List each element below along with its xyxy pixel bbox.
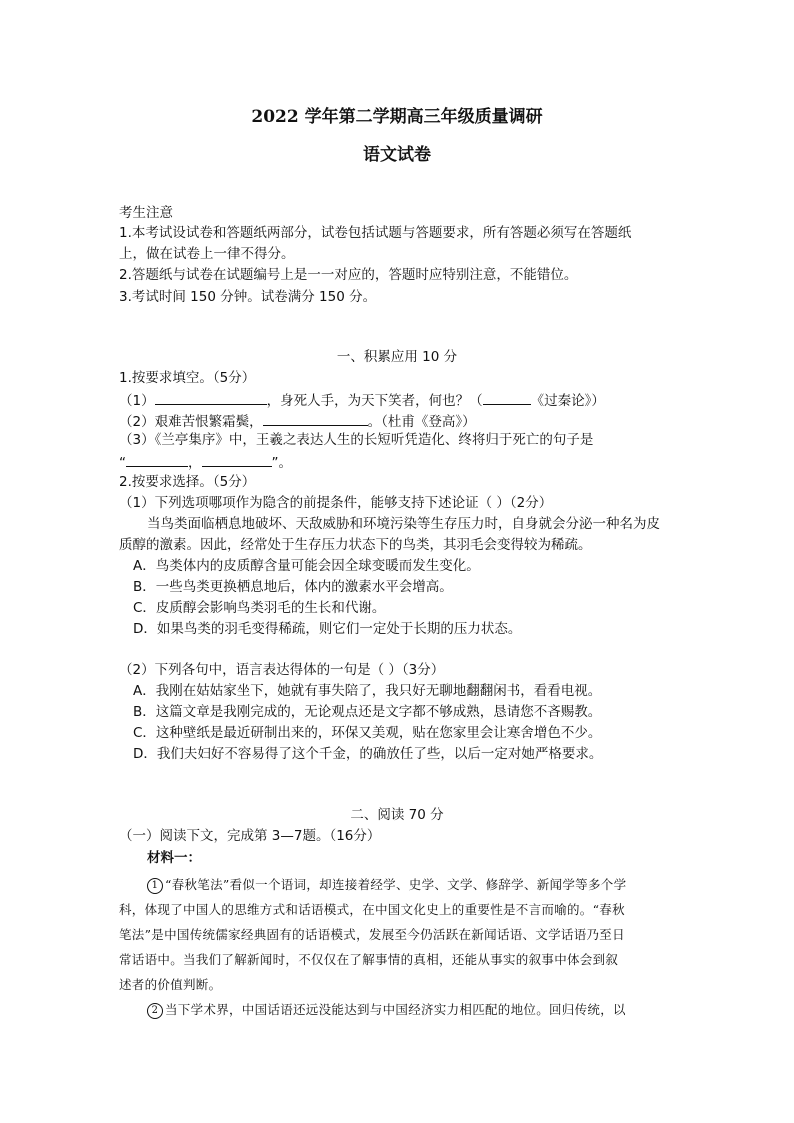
q1-stem: 1.按要求填空。（5分） [119,370,256,386]
paragraph-number-badge: 2 [147,1003,163,1019]
q2-stem: 2.按要求选择。（5分） [119,474,256,490]
q1-3-line1: （3）《兰亭集序》中，王羲之表达人生的长短听凭造化、终将归于死亡的句子是 [119,432,594,448]
q1-3-line2 [119,452,292,472]
exam-title: 2022 学年第二学期高三年级质量调研 [251,107,543,127]
q2-2-option-c: C．这种壁纸是最近研制出来的，环保又美观，贴在您家里会让寒舍增色不少。 [133,725,602,741]
q2-1-option-a: A．鸟类体内的皮质醇含量可能会因全球变暖而发生变化。 [133,558,480,574]
exam-subtitle: 语文试卷 [363,145,431,165]
answer-blank[interactable] [126,452,188,467]
answer-blank[interactable] [263,411,368,426]
reading-part1-stem: （一）阅读下文，完成第 3—7题。（16分） [119,828,381,844]
q1-2-prefix: （2）艰难苦恨繁霜鬓， [119,414,263,430]
notice-line-3: 3.考试时间 150 分钟。试卷满分 150 分。 [119,289,377,305]
q2-1-passage-1: 当鸟类面临栖息地破坏、天敌威胁和环境污染等生存压力时，自身就会分泌一种名为皮 [147,516,660,532]
answer-blank[interactable] [155,390,267,405]
answer-blank[interactable] [483,390,531,405]
q1-3-comma: ， [188,455,202,471]
notice-line-1a: 1.本考试设试卷和答题纸两部分，试卷包括试题与答题要求，所有答题必须写在答题纸 [119,225,632,241]
q2-2-stem: （2）下列各句中，语言表达得体的一句是（ ）（3分） [119,662,445,678]
p1-line-2: 科，体现了中国人的思维方式和话语模式，在中国文化史上的重要性是不言而喻的。“春秋 [119,902,625,917]
p1-line-1: “春秋笔法”看似一个语词，却连接着经学、史学、文学、修辞学、新闻学等多个学 [165,877,627,892]
q2-1-option-d: D．如果鸟类的羽毛变得稀疏，则它们一定处于长期的压力状态。 [133,621,522,637]
q2-2-option-a: A．我刚在姑姑家坐下，她就有事失陪了，我只好无聊地翻翻闲书，看看电视。 [133,683,602,699]
q1-3-open-quote: “ [119,455,126,471]
paragraph-number-badge: 1 [147,878,163,894]
p1-line-4: 常话语中。当我们了解新闻时，不仅仅在了解事情的真相，还能从事实的叙事中体会到叙 [119,952,619,967]
answer-blank[interactable] [202,452,272,467]
q2-2-option-d: D．我们夫妇好不容易得了这个千金，的确放任了些，以后一定对她严格要求。 [133,746,603,762]
q1-1-prefix: （1） [119,393,155,409]
q2-1-passage-2: 质醇的激素。因此，经常处于生存压力状态下的鸟类，其羽毛会变得较为稀疏。 [119,537,592,553]
q2-1-stem: （1）下列选项哪项作为隐含的前提条件，能够支持下述论证（ ）（2分） [119,495,553,511]
q1-1 [119,390,605,410]
notice-line-1b: 上，做在试卷上一律不得分。 [119,246,295,262]
q1-2 [119,411,476,431]
material-paragraph-1 [147,876,626,894]
section2-heading: 二、阅读 70 分 [350,807,444,823]
p1-line-5: 述者的价值判断。 [119,977,222,992]
q2-1-option-c: C．皮质醇会影响鸟类羽毛的生长和代谢。 [133,600,386,616]
q1-1-suffix: 《过秦论》） [530,393,605,409]
q1-1-middle: ，身死人手，为天下笑者，何也？（ [266,393,483,409]
material-label: 材料一： [147,850,201,866]
q2-1-option-b: B．一些鸟类更换栖息地后，体内的激素水平会增高。 [133,579,453,595]
notice-line-2: 2.答题纸与试卷在试题编号上是一一对应的，答题时应特别注意，不能错位。 [119,267,578,283]
notice-heading: 考生注意 [119,205,173,221]
q2-2-option-b: B．这篇文章是我刚完成的，无论观点还是文字都不够成熟，恳请您不吝赐教。 [133,704,602,720]
material-paragraph-2 [147,1001,626,1019]
q1-3-close-quote: ”。 [271,455,292,471]
p1-line-3: 笔法”是中国传统儒家经典固有的话语模式，发展至今仍活跃在新闻话语、文学话语乃至日 [119,927,625,942]
q1-2-suffix: 。（杜甫《登高》） [367,414,476,430]
p2-line-1: 当下学术界，中国话语还远没能达到与中国经济实力相匹配的地位。回归传统，以 [165,1002,626,1017]
section1-heading: 一、积累应用 10 分 [336,349,458,365]
